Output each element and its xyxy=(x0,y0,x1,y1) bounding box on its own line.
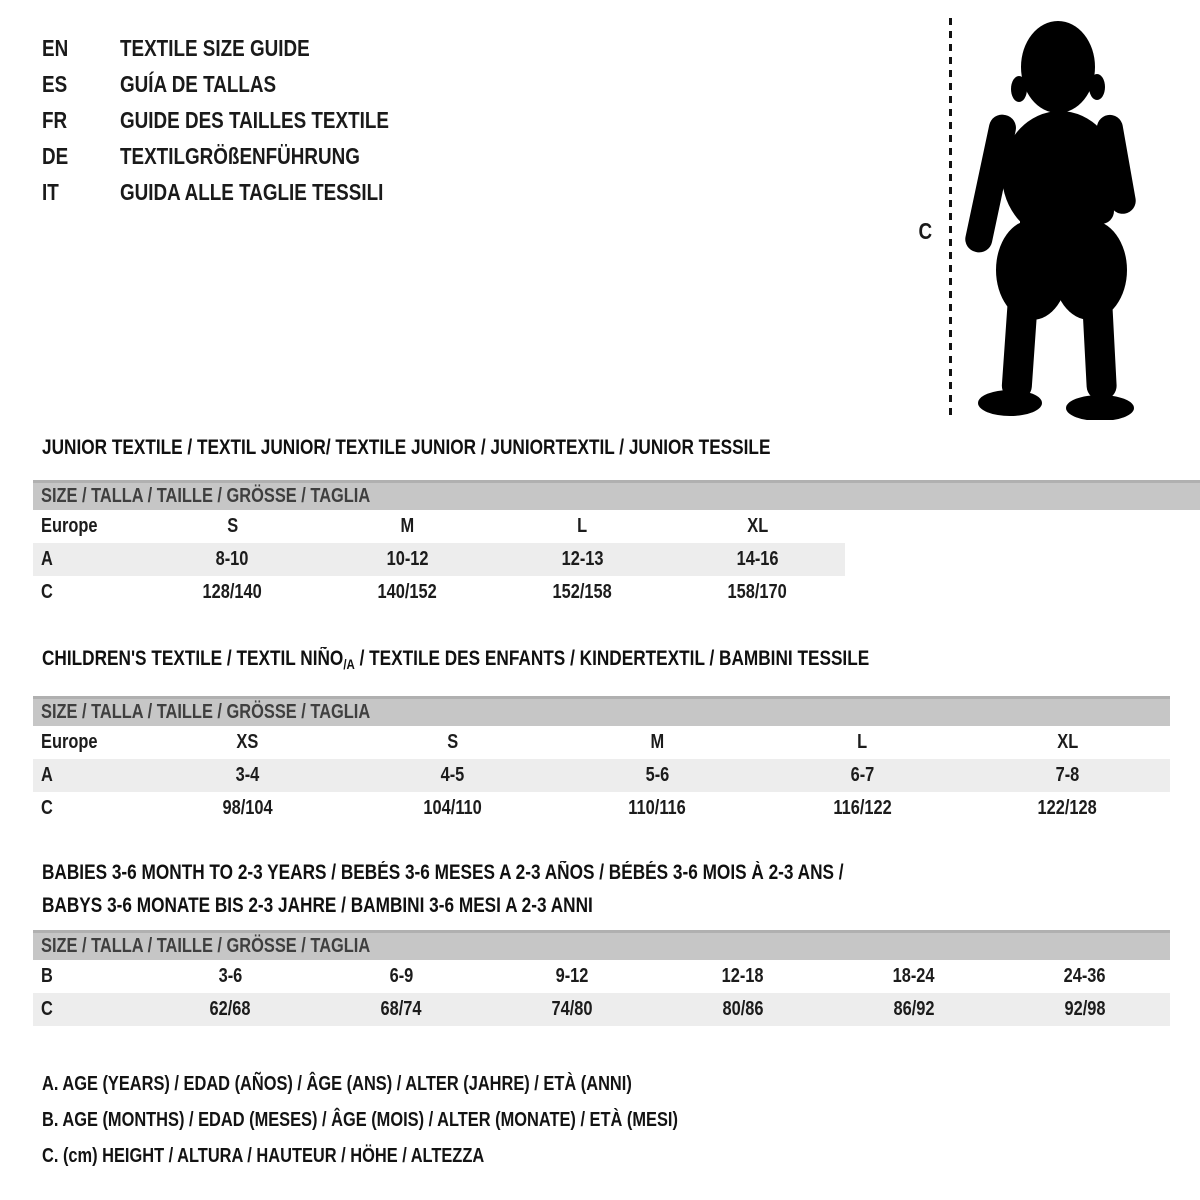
height-measure-label: C xyxy=(918,218,933,244)
table-header-row xyxy=(33,726,1170,759)
column-header: XS xyxy=(236,731,259,753)
section-title: CHILDREN'S TEXTILE / TEXTIL $NIÑO_{/A}$ / TEXTILE DES ENFANTS / KINDERTEXTIL / BAMBINI TESSILE xyxy=(42,647,870,672)
table-value: 68/74 xyxy=(380,998,422,1020)
column-header: XL xyxy=(1057,731,1078,753)
table-value: 8-10 xyxy=(216,548,249,570)
table-row-age-months xyxy=(33,960,1170,993)
row-label: C xyxy=(41,581,53,603)
table-value: 74/80 xyxy=(551,998,593,1020)
legend-line-age-years: A. AGE (YEARS) / EDAD (AÑOS) / ÂGE (ANS) / ALTER (JAHRE) / ETÀ (ANNI) xyxy=(42,1073,632,1095)
table-value: 6-9 xyxy=(389,965,414,987)
table-value: 62/68 xyxy=(209,998,251,1020)
column-header: XL xyxy=(747,515,768,537)
legend-line-age-months: B. AGE (MONTHS) / EDAD (MESES) / ÂGE (MOIS) / ALTER (MONATE) / ETÀ (MESI) xyxy=(42,1109,678,1131)
table-value: 12-18 xyxy=(721,965,764,987)
table-value: 9-12 xyxy=(555,965,589,987)
language-row xyxy=(42,174,448,210)
table-value: 6-7 xyxy=(850,764,875,786)
table-value: 152/158 xyxy=(552,581,613,603)
guide-title: GUÍA DE TALLAS xyxy=(120,71,277,97)
column-header: S xyxy=(227,515,238,537)
toddler-silhouette-icon xyxy=(960,15,1160,420)
height-measure-figure xyxy=(905,15,1185,420)
table-value: 12-13 xyxy=(561,548,604,570)
table-value: 86/92 xyxy=(893,998,935,1020)
table-value: 92/98 xyxy=(1064,998,1106,1020)
table-value: 98/104 xyxy=(222,797,273,819)
table-value: 7-8 xyxy=(1055,764,1080,786)
row-label: A xyxy=(41,548,53,570)
table-value: 104/110 xyxy=(423,797,482,819)
table-value: 122/128 xyxy=(1037,797,1098,819)
table-value: 10-12 xyxy=(386,548,429,570)
column-header: S xyxy=(447,731,458,753)
height-measure-line xyxy=(949,18,952,416)
column-header: L xyxy=(857,731,868,753)
language-row xyxy=(42,30,448,66)
region-label: Europe xyxy=(41,731,98,753)
guide-title: GUIDA ALLE TAGLIE TESSILI xyxy=(120,179,384,205)
language-code: IT xyxy=(42,179,59,205)
section-babies-textile xyxy=(0,856,1200,1026)
row-label: B xyxy=(41,965,53,987)
size-header-bar: SIZE / TALLA / TAILLE / GRÖSSE / TAGLIA xyxy=(33,930,1170,960)
section-title: BABIES 3-6 MONTH TO 2-3 YEARS / BEBÉS 3-6 MESES A 2-3 AÑOS / BÉBÉS 3-6 MOIS À 2-3 ANS / BABYS 3-6 MONATE BIS 2-3 JAHRE / BAMBINI 3-6 MESI A 2-3 ANNI xyxy=(42,861,844,917)
guide-title: TEXTILE SIZE GUIDE xyxy=(120,35,310,61)
table-header-row xyxy=(33,510,845,543)
nino-a-subscript: /A xyxy=(343,656,355,672)
table-value: 14-16 xyxy=(736,548,779,570)
guide-title: TEXTILGRÖßENFÜHRUNG xyxy=(120,143,360,169)
table-value: 158/170 xyxy=(727,581,788,603)
language-row xyxy=(42,138,448,174)
table-value: 4-5 xyxy=(440,764,465,786)
table-row-height xyxy=(33,792,1170,825)
language-row xyxy=(42,102,448,138)
column-header: M xyxy=(650,731,665,753)
table-row-age xyxy=(33,543,845,576)
legend-line-height-cm: C. (cm) HEIGHT / ALTURA / HAUTEUR / HÖHE / ALTEZZA xyxy=(42,1145,485,1167)
size-header-bar: SIZE / TALLA / TAILLE / GRÖSSE / TAGLIA xyxy=(33,696,1170,726)
column-header: M xyxy=(400,515,415,537)
table-value: 80/86 xyxy=(722,998,764,1020)
language-code: FR xyxy=(42,107,68,133)
language-code: ES xyxy=(42,71,68,97)
row-label: C xyxy=(41,797,53,819)
table-value: 18-24 xyxy=(892,965,935,987)
region-label: Europe xyxy=(41,515,98,537)
row-label: C xyxy=(41,998,53,1020)
language-row xyxy=(42,66,448,102)
language-code: EN xyxy=(42,35,69,61)
column-header: L xyxy=(577,515,588,537)
section-title: JUNIOR TEXTILE / TEXTIL JUNIOR/ TEXTILE JUNIOR / JUNIORTEXTIL / JUNIOR TESSILE xyxy=(42,436,771,459)
guide-title: GUIDE DES TAILLES TEXTILE xyxy=(120,107,389,133)
size-header-bar: SIZE / TALLA / TAILLE / GRÖSSE / TAGLIA xyxy=(33,480,1200,510)
section-junior-textile xyxy=(0,437,1200,609)
table-row-height xyxy=(33,993,1170,1026)
measure-legend xyxy=(42,1066,818,1174)
language-title-list xyxy=(42,30,448,210)
table-value: 116/122 xyxy=(833,797,892,819)
table-value: 3-6 xyxy=(218,965,243,987)
row-label: A xyxy=(41,764,53,786)
table-value: 110/116 xyxy=(628,797,687,819)
table-row-age xyxy=(33,759,1170,792)
table-value: 3-4 xyxy=(235,764,260,786)
section-children-textile xyxy=(0,648,1200,825)
language-code: DE xyxy=(42,143,69,169)
table-value: 128/140 xyxy=(202,581,263,603)
table-value: 24-36 xyxy=(1063,965,1106,987)
table-row-height xyxy=(33,576,845,609)
table-value: 140/152 xyxy=(377,581,438,603)
table-value: 5-6 xyxy=(645,764,670,786)
